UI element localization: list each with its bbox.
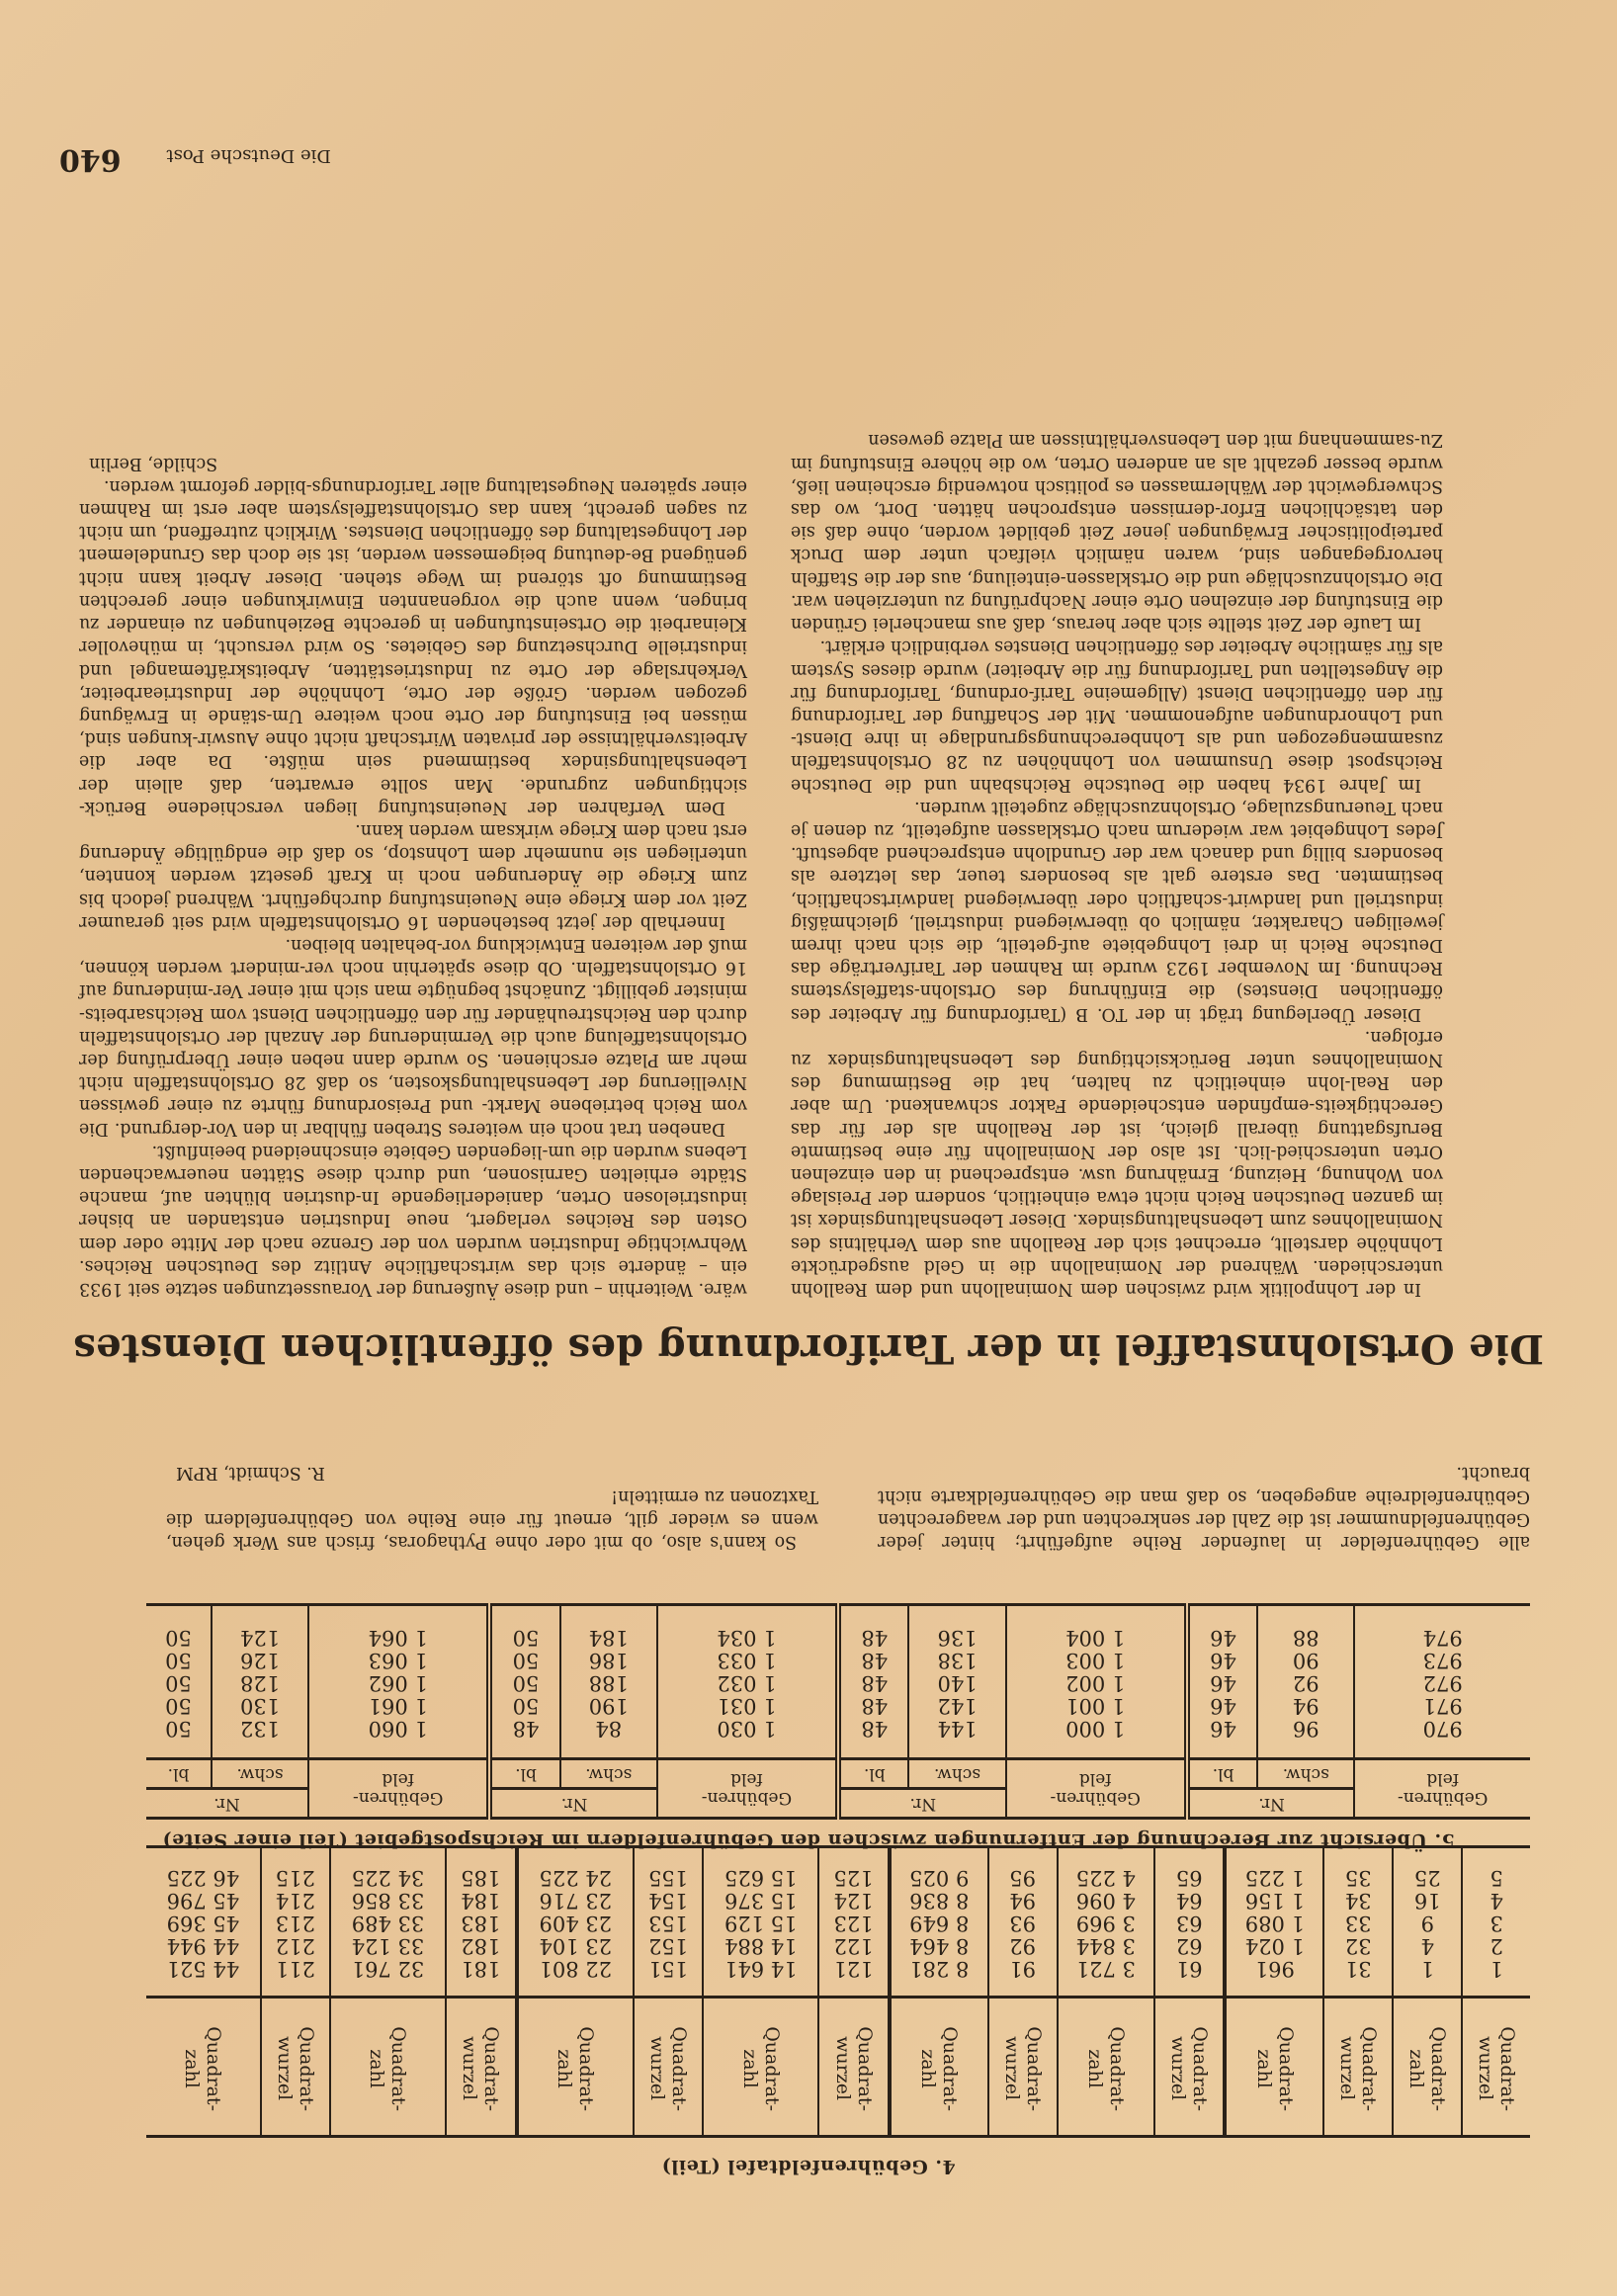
table4-value: 15 129 bbox=[724, 1912, 798, 1935]
table5-header-nr: Nr. bbox=[1187, 1789, 1355, 1819]
table4-cell bbox=[818, 1847, 890, 1998]
table5-value: 136 bbox=[937, 1626, 978, 1650]
table4-value: 25 bbox=[1413, 1866, 1441, 1890]
table5-value: 88 bbox=[1292, 1626, 1319, 1650]
table5-header-feld: Gebühren- feld bbox=[1006, 1759, 1187, 1819]
table5-header-nr: Nr. bbox=[146, 1789, 308, 1819]
article-paragraph: Im Jahre 1934 haben die Deutsche Reichsbahn und die Deutsche Reichspost diese Unsummen von Lohnhöhen zu 28 Ortslohnstaffeln zusammengezogen und als Lohnberechnungsgrundlage in ihre Dienst- und Lohnordnungen aufgenommen. Mit der Schaffung der Tarifordnung für den öffentlichen Dienst (Allgemeine Tarif-ordnung, Tarifordnung für die Angestellten und Tarifordnung für die Arbeiter) wurde dieses System als für sämtliche Arbeiter des öffentlichen Dienstes verbindlich erklärt. bbox=[791, 637, 1443, 795]
table4-header bbox=[634, 1998, 703, 2137]
table5-cell-feld bbox=[308, 1605, 489, 1759]
table4-value: 184 bbox=[461, 1889, 501, 1913]
table4-cell bbox=[446, 1847, 517, 1998]
table5-cell-bl bbox=[838, 1605, 908, 1759]
table5-value: 1 031 bbox=[717, 1694, 777, 1718]
table4-header-label: Quadrat- zahl bbox=[181, 2026, 225, 2112]
table4-value: 94 bbox=[1009, 1889, 1036, 1913]
table5-cell-schw bbox=[909, 1605, 1006, 1759]
table4-value: 124 bbox=[833, 1889, 874, 1913]
table4-value: 23 104 bbox=[539, 1934, 613, 1958]
table4-value: 23 409 bbox=[539, 1912, 613, 1935]
table4-value: 91 bbox=[1009, 1957, 1036, 1981]
table4-value: 33 856 bbox=[351, 1889, 425, 1913]
table4-value: 211 bbox=[275, 1957, 315, 1981]
table4-header bbox=[1154, 1998, 1225, 2137]
table5-value: 50 bbox=[512, 1649, 540, 1672]
table5-value: 48 bbox=[861, 1626, 889, 1650]
table5-value: 1 004 bbox=[1065, 1626, 1126, 1650]
table5-value: 50 bbox=[512, 1671, 540, 1695]
table4-header-label: Quadrat- zahl bbox=[1083, 2026, 1128, 2112]
table4-cell bbox=[1225, 1847, 1323, 1998]
table4-value: 3 721 bbox=[1075, 1957, 1136, 1981]
table4-value: 3 bbox=[1489, 1912, 1503, 1935]
table4-value: 33 bbox=[1344, 1912, 1372, 1935]
table4-value: 16 bbox=[1413, 1889, 1441, 1913]
table4-value: 63 bbox=[1175, 1912, 1203, 1935]
table4-value: 183 bbox=[461, 1912, 501, 1935]
table5-value: 973 bbox=[1422, 1649, 1463, 1672]
table4-value: 8 464 bbox=[909, 1934, 970, 1958]
table4-value: 1 156 bbox=[1244, 1889, 1305, 1913]
table4-cell bbox=[890, 1847, 988, 1998]
table4-value: 153 bbox=[648, 1912, 689, 1935]
table4-value: 151 bbox=[648, 1957, 689, 1981]
table4-value: 92 bbox=[1009, 1934, 1036, 1958]
table4-cell bbox=[1154, 1847, 1225, 1998]
table5-header-bl: bl. bbox=[1187, 1759, 1257, 1789]
table4-header-label: Quadrat- zahl bbox=[738, 2026, 783, 2112]
table4-value: 1 225 bbox=[1244, 1866, 1305, 1890]
table4-value: 93 bbox=[1009, 1912, 1036, 1935]
table5-value: 1 002 bbox=[1065, 1671, 1126, 1695]
table5-value: 1 030 bbox=[717, 1717, 777, 1741]
article-paragraph: wäre. Weiterhin – und diese Äußerung der Voraussetzungen setzte seit 1933 ein – änderte sich das wirtschaftliche Antlitz des Deutschen Reiches. Wehrwichtige Industrien wurden von der Grenze nach der Mitte oder dem Osten des Reiches verlagert, neue Industrien entstanden an bisher industrielosen Orten, daniederliegende In-dustrien blühten auf, manche Städte erhielten Garnisonen, und durch diese Stätten neuerwachenden Lebens wurden die um-liegenden Gebiete einschneidend beeinflußt. bbox=[79, 1141, 747, 1299]
table5-cell-bl bbox=[146, 1605, 212, 1759]
table4-header-label: Quadrat- wurzel bbox=[646, 2026, 691, 2112]
table4-value: 3 844 bbox=[1075, 1934, 1136, 1958]
table5-value: 50 bbox=[512, 1626, 540, 1650]
table4-value: 95 bbox=[1009, 1866, 1036, 1890]
table5-value: 1 060 bbox=[368, 1717, 428, 1741]
table4-value: 1 089 bbox=[1244, 1912, 1305, 1935]
table4-value: 64 bbox=[1175, 1889, 1203, 1913]
table4-header-label: Quadrat- wurzel bbox=[1475, 2026, 1519, 2112]
table4-header bbox=[517, 1998, 634, 2137]
table4-header bbox=[1393, 1998, 1462, 2137]
table5-value: 92 bbox=[1292, 1671, 1319, 1695]
table4-value: 1 024 bbox=[1244, 1934, 1305, 1958]
table4-value: 44 944 bbox=[166, 1934, 240, 1958]
table5-header-nr: Nr. bbox=[489, 1789, 657, 1819]
table4-value: 2 bbox=[1489, 1934, 1503, 1958]
table4-value: 212 bbox=[275, 1934, 315, 1958]
table4-header bbox=[330, 1998, 446, 2137]
table5-value: 50 bbox=[165, 1694, 192, 1718]
table5-value: 94 bbox=[1292, 1694, 1319, 1718]
table4-value: 23 716 bbox=[539, 1889, 613, 1913]
table5-caption: 5. Übersicht zur Berechnung der Entfernungen zwischen den Gebührenfeldern im Reichspostgebiet (Teil einer Seite) bbox=[162, 1829, 1455, 1851]
table4-cell bbox=[1058, 1847, 1154, 1998]
table4-header bbox=[890, 1998, 988, 2137]
table5-cell-schw bbox=[1257, 1605, 1354, 1759]
table4-gebuehrenfeldtafel bbox=[146, 1845, 1530, 2138]
table4-value: 182 bbox=[461, 1934, 501, 1958]
table4-value: 44 521 bbox=[166, 1957, 240, 1981]
article-paragraph: In der Lohnpolitik wird zwischen dem Nominallohn und dem Reallohn unterschieden. Während der Nominallohn die in Geld ausgedrückte Lohnhöhe darstellt, errechnet sich der Reallohn aus dem Verhältnis des Nominallohnes zum Lebenshaltungsindex. Dieser Lebenshaltungsindex ist im ganzen Deutschen Reich nicht etwa einheitlich, sondern der Preislage von Wohnung, Heizung, Ernährung usw. entsprechend in den einzelnen Orten unterschied-lich. Ist also der Nominallohn für eine bestimmte Berufsgattung überall gleich, ist der Reallohn als der für das Gerechtigkeits-empfinden entscheidende Faktor schwankend. Um aber den Real-lohn einheitlich zu halten, hat die Bestimmung des Nominallohnes unter Berücksichtigung des Lebenshaltungsindex zu erfolgen. bbox=[791, 1026, 1443, 1299]
table4-cell bbox=[1323, 1847, 1393, 1998]
table4-value: 45 796 bbox=[166, 1889, 240, 1913]
table4-value: 154 bbox=[648, 1889, 689, 1913]
table4-cell bbox=[517, 1847, 634, 1998]
table5-header-schw: schw. bbox=[909, 1759, 1006, 1789]
table4-header bbox=[446, 1998, 517, 2137]
table5-value: 1 061 bbox=[368, 1694, 428, 1718]
table4-value: 121 bbox=[833, 1957, 874, 1981]
table4-header bbox=[261, 1998, 330, 2137]
table5-cell-feld bbox=[657, 1605, 838, 1759]
table5-cell-feld bbox=[1354, 1605, 1530, 1759]
table4-header-label: Quadrat- zahl bbox=[917, 2026, 962, 2112]
table4-header-label: Quadrat- zahl bbox=[1405, 2026, 1450, 2112]
table5-value: 1 063 bbox=[368, 1649, 428, 1672]
table5-value: 128 bbox=[239, 1671, 281, 1695]
table5-cell-bl bbox=[489, 1605, 559, 1759]
article-paragraph: Im Laufe der Zeit stellte sich aber heraus, daß aus mancherlei Gründen die Einstufung der einzelnen Orte einer Nachprüfung zu unterziehen war. Die Ortslohnzuschläge und die Ortsklassen-einteilung, aus der die Staffeln hervorgegangen sind, waren nämlich vielfach unter dem Druck parteipolitischer Erwägungen jener Zeit gebildet worden, ohne daß sie den tatsächlichen Erfor-dernissen entsprochen hätten. Dort, wo das Schwergewicht der Wählermassen es politisch notwendig erscheinen ließ, wurde besser gezahlt als an anderen Orten, wo die höhere Einstufung im Zu-sammenhang mit den Lebensverhältnissen am Platze gewesen bbox=[791, 430, 1443, 635]
article-paragraph: Dem Verfahren der Neueinstufung liegen verschiedene Berück-sichtigungen zugrunde. Man sollte erwarten, daß allein der Lebenshaltungsindex bestimmend sein müßte. Da aber die Arbeitsverhältnisse der privaten Wirtschaft nicht ohne Auswir-kungen sind, müssen bei Einstufung der Orte noch weitere Um-stände in Erwägung gezogen werden. Größe der Orte, Lohnhöhe der Industriearbeiter, Verkehrslage der Orte zu Industriestätten, Arbeitskräftemangel und industrielle Durchsetzung des Gebietes. So wird versucht, in mühevoller Kleinarbeit die Ortseinstufungen in gerechte Beziehungen zu einander zu bringen, wenn auch die vorgenannten Einwirkungen einer gerechten Bestimmung oft störend im Wege stehen. Dieser Arbeit kann nicht genügend Be-deutung beigemessen werden, ist sie doch das Grundelement der Lohngestaltung des öffentlichen Dienstes. Wirklich zutreffend, um nicht zu sagen gerecht, kann das Ortslohnstaffelsystem aber erst im Rahmen einer späteren Neugestaltung aller Tarifordnungs-bilder geformt werden. bbox=[79, 475, 747, 817]
table5-value: 48 bbox=[512, 1717, 540, 1741]
table4-value: 14 884 bbox=[724, 1934, 798, 1958]
table5-value: 1 033 bbox=[717, 1649, 777, 1672]
table4-header-label: Quadrat- wurzel bbox=[273, 2026, 317, 2112]
table5-value: 46 bbox=[1210, 1694, 1236, 1718]
table4-header bbox=[818, 1998, 890, 2137]
table4-header-label: Quadrat- wurzel bbox=[831, 2026, 876, 2112]
table5-value: 46 bbox=[1210, 1626, 1236, 1650]
table4-value: 34 225 bbox=[351, 1866, 425, 1890]
table4-value: 4 bbox=[1420, 1934, 1434, 1958]
table5-value: 144 bbox=[937, 1717, 978, 1741]
table5-value: 1 062 bbox=[368, 1671, 428, 1695]
table5-value: 90 bbox=[1292, 1649, 1319, 1672]
table5-header-schw: schw. bbox=[1257, 1759, 1354, 1789]
table5-value: 188 bbox=[588, 1671, 629, 1695]
table4-value: 123 bbox=[833, 1912, 874, 1935]
table4-value: 3 969 bbox=[1075, 1912, 1136, 1935]
table4-value: 31 bbox=[1344, 1957, 1372, 1981]
table5-value: 50 bbox=[165, 1717, 192, 1741]
table5-value: 48 bbox=[861, 1649, 889, 1672]
table5-header-bl: bl. bbox=[146, 1759, 212, 1789]
table4-value: 9 025 bbox=[909, 1866, 970, 1890]
table4-header bbox=[1462, 1998, 1530, 2137]
table4-header-label: Quadrat- wurzel bbox=[1167, 2026, 1212, 2112]
table5-value: 48 bbox=[861, 1694, 889, 1718]
table5-value: 124 bbox=[239, 1626, 281, 1650]
table4-cell bbox=[146, 1847, 261, 1998]
table4-value: 32 bbox=[1344, 1934, 1372, 1958]
table5-cell-bl bbox=[1187, 1605, 1257, 1759]
table4-header-label: Quadrat- wurzel bbox=[1336, 2026, 1381, 2112]
table4-value: 152 bbox=[648, 1934, 689, 1958]
article-column-1 bbox=[791, 428, 1443, 1300]
table5-value: 50 bbox=[512, 1694, 540, 1718]
table5-cell-schw bbox=[212, 1605, 308, 1759]
table4-value: 24 225 bbox=[539, 1866, 613, 1890]
table4-value: 125 bbox=[833, 1866, 874, 1890]
table5-cell-feld bbox=[1006, 1605, 1187, 1759]
table5-value: 84 bbox=[595, 1717, 623, 1741]
table5-value: 50 bbox=[165, 1649, 192, 1672]
table5-value: 96 bbox=[1292, 1717, 1319, 1741]
table5-value: 48 bbox=[861, 1671, 889, 1695]
table4-value: 8 649 bbox=[909, 1912, 970, 1935]
table4-value: 8 836 bbox=[909, 1889, 970, 1913]
prev-article-right bbox=[166, 1461, 818, 1553]
table5-value: 1 000 bbox=[1065, 1717, 1126, 1741]
table5-value: 971 bbox=[1422, 1694, 1463, 1718]
table5-header-feld: Gebühren- feld bbox=[308, 1759, 489, 1819]
table4-header-label: Quadrat- zahl bbox=[1252, 2026, 1297, 2112]
table4-caption: 4. Gebührenfeldtafel (Teil) bbox=[661, 2156, 956, 2177]
table5-value: 50 bbox=[165, 1626, 192, 1650]
table4-value: 8 281 bbox=[909, 1957, 970, 1981]
table5-value: 50 bbox=[165, 1671, 192, 1695]
article-title: Die Ortslohnstaffel in der Tarifordnung des öffentlichen Dienstes bbox=[72, 1325, 1545, 1372]
table5-value: 970 bbox=[1422, 1717, 1463, 1741]
table5-value: 1 001 bbox=[1065, 1694, 1126, 1718]
table4-value: 122 bbox=[833, 1934, 874, 1958]
table4-cell bbox=[988, 1847, 1058, 1998]
table4-value: 185 bbox=[461, 1866, 501, 1890]
article-column-2 bbox=[79, 451, 747, 1300]
table4-value: 4 bbox=[1489, 1889, 1503, 1913]
table4-header-label: Quadrat- wurzel bbox=[459, 2026, 503, 2112]
table5-value: 184 bbox=[588, 1626, 629, 1650]
table5-value: 130 bbox=[239, 1694, 281, 1718]
table4-value: 181 bbox=[461, 1957, 501, 1981]
table4-value: 14 641 bbox=[724, 1957, 798, 1981]
article-paragraph: Dieser Überlegung trägt in der TO. B (Tarifordnung für Arbeiter des öffentlichen Dienstes) die Einführung des Ortslohn-staffelsystems Rechnung. Im November 1923 wurde im Rahmen der Tarifverträge das Deutsche Reich in drei Lohngebiete auf-geteilt, die sich nach ihrem jeweiligen Charakter, nämlich ob überwiegend industriell, gleichmäßig industriell und landwirt-schaftlich oder überwiegend landwirtschaftlich, bestimmten. Das erstere galt als besonders teuer, das letztere als besonders billig und danach war der Grundlohn entsprechend abgestuft. Jedes Lohngebiet war wiederum nach Ortsklassen aufgeteilt, zu denen je nach Teuerungszulage, Ortslohnzuschläge zugeteilt wurden. bbox=[791, 797, 1443, 1024]
table4-value: 33 124 bbox=[351, 1934, 425, 1958]
table4-value: 15 625 bbox=[724, 1866, 798, 1890]
article-paragraph: Daneben trat noch ein weiteres Streben fühlbar in den Vor-dergrund. Die vom Reich betriebene Markt- und Preisordnung führte zu einer gewissen Nivellierung der Lebenshaltungskosten, so daß 28 Ortslohnstaffeln nicht mehr am Platze erschienen. So wurde dann neben einer Überprüfung der Ortslohnstaffelung auch die Verminderung der Anzahl der Ortslohnstaffeln durch den Reichstreuhänder für den öffentlichen Dienst vom Reichsarbeits-minister gebilligt. Zunächst begnügte man sich mit einer Ver-minderung auf 16 Ortslohnstaffeln. Ob diese späterhin noch ver-mindert werden können, muß der weiteren Entwicklung vor-behalten bleiben. bbox=[79, 934, 747, 1139]
table4-value: 4 096 bbox=[1075, 1889, 1136, 1913]
table5-header-schw: schw. bbox=[212, 1759, 308, 1789]
table4-header bbox=[703, 1998, 818, 2137]
article-paragraph: Innerhalb der jetzt bestehenden 16 Ortslohnstaffeln wird seit geraumer Zeit vor dem Kriege eine Neueinstufung durchgeführt. Während jedoch bis zum Kriege die Änderungen noch in Kraft gesetzt werden konnten, unterliegen sie nunmehr dem Lohnstop, so daß die endgültige Änderung erst nach dem Kriege wirksam werden kann. bbox=[79, 819, 747, 932]
table5-value: 46 bbox=[1210, 1671, 1236, 1695]
table4-value: 213 bbox=[275, 1912, 315, 1935]
table4-value: 33 489 bbox=[351, 1912, 425, 1935]
table5-value: 1 003 bbox=[1065, 1649, 1126, 1672]
table4-value: 155 bbox=[648, 1866, 689, 1890]
table5-value: 142 bbox=[937, 1694, 978, 1718]
table5-value: 46 bbox=[1210, 1717, 1236, 1741]
publication-name: Die Deutsche Post bbox=[166, 145, 331, 166]
table4-value: 4 225 bbox=[1075, 1866, 1136, 1890]
table4-value: 46 225 bbox=[166, 1866, 240, 1890]
table4-value: 1 bbox=[1489, 1957, 1503, 1981]
table5-value: 190 bbox=[588, 1694, 629, 1718]
table5-header-bl: bl. bbox=[838, 1759, 908, 1789]
table5-header-bl: bl. bbox=[489, 1759, 559, 1789]
table5-value: 132 bbox=[239, 1717, 281, 1741]
table4-cell bbox=[330, 1847, 446, 1998]
table4-header bbox=[146, 1998, 261, 2137]
page-footer bbox=[59, 142, 331, 177]
table5-header-nr: Nr. bbox=[838, 1789, 1006, 1819]
table4-header-label: Quadrat- zahl bbox=[366, 2026, 410, 2112]
article-signature: Schilde, Berlin bbox=[89, 453, 218, 473]
table4-header-label: Quadrat- zahl bbox=[553, 2026, 598, 2112]
table4-value: 61 bbox=[1175, 1957, 1203, 1981]
table4-value: 5 bbox=[1489, 1866, 1503, 1890]
table4-value: 9 bbox=[1420, 1912, 1434, 1935]
table4-value: 22 801 bbox=[539, 1957, 613, 1981]
table4-header bbox=[1323, 1998, 1393, 2137]
table4-value: 1 bbox=[1420, 1957, 1434, 1981]
table4-value: 65 bbox=[1175, 1866, 1203, 1890]
table5-value: 46 bbox=[1210, 1649, 1236, 1672]
table5-header-feld: Gebühren- feld bbox=[1354, 1759, 1530, 1819]
table5-value: 1 064 bbox=[368, 1626, 428, 1650]
table4-cell bbox=[634, 1847, 703, 1998]
table5-value: 140 bbox=[937, 1671, 978, 1695]
table4-value: 34 bbox=[1344, 1889, 1372, 1913]
table4-value: 214 bbox=[275, 1889, 315, 1913]
prev-article-left-text: alle Gebührenfelder in laufender Reihe aufgeführt; hinter jeder Gebührenfeldnummer ist die Zahl der senkrechten und der waagerechten Gebührenfeldreihe angegeben, so daß man die Gebührenfeldkarte nicht braucht. bbox=[878, 1463, 1530, 1552]
table4-value: 45 369 bbox=[166, 1912, 240, 1935]
prev-article-signature: R. Schmidt, RPM bbox=[176, 1463, 325, 1484]
table5-header-schw: schw. bbox=[560, 1759, 657, 1789]
table5-entfernungen bbox=[146, 1603, 1530, 1820]
table4-header bbox=[988, 1998, 1058, 2137]
page-number: 640 bbox=[59, 142, 122, 177]
table5-value: 1 032 bbox=[717, 1671, 777, 1695]
prev-article-left bbox=[878, 1461, 1530, 1553]
table5-value: 138 bbox=[937, 1649, 978, 1672]
table4-header bbox=[1225, 1998, 1323, 2137]
table5-value: 972 bbox=[1422, 1671, 1463, 1695]
table4-value: 62 bbox=[1175, 1934, 1203, 1958]
table4-cell bbox=[261, 1847, 330, 1998]
table4-value: 32 761 bbox=[351, 1957, 425, 1981]
table5-value: 974 bbox=[1422, 1626, 1463, 1650]
table4-value: 35 bbox=[1344, 1866, 1372, 1890]
table4-value: 215 bbox=[275, 1866, 315, 1890]
table4-cell bbox=[1393, 1847, 1462, 1998]
table5-value: 1 034 bbox=[717, 1626, 777, 1650]
table4-header-label: Quadrat- wurzel bbox=[1000, 2026, 1045, 2112]
table4-header bbox=[1058, 1998, 1154, 2137]
table5-value: 186 bbox=[588, 1649, 629, 1672]
table5-header-feld: Gebühren- feld bbox=[657, 1759, 838, 1819]
table5-value: 126 bbox=[239, 1649, 281, 1672]
table5-value: 48 bbox=[861, 1717, 889, 1741]
table4-value: 15 376 bbox=[724, 1889, 798, 1913]
prev-article-right-text: So kann's also, ob mit oder ohne Pythagoras, frisch ans Werk gehen, wenn es wieder gilt, erneut für eine Reihe von Gebührenfeldern die Taxtzonen zu ermitteln! bbox=[166, 1486, 818, 1552]
table5-cell-schw bbox=[560, 1605, 657, 1759]
table4-cell bbox=[1462, 1847, 1530, 1998]
table4-value: 961 bbox=[1254, 1957, 1295, 1981]
table4-cell bbox=[703, 1847, 818, 1998]
